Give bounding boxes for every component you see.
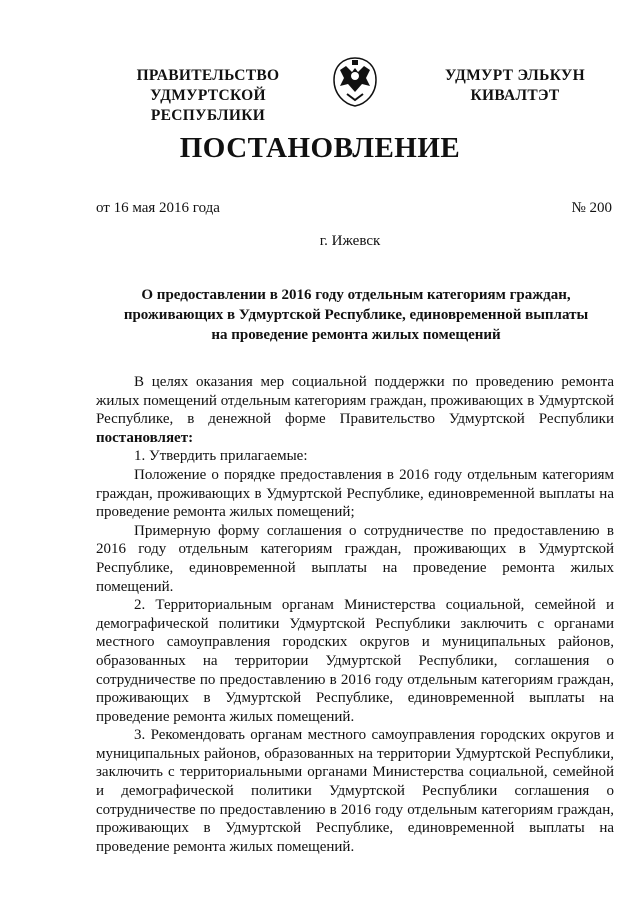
resolution-body bbox=[96, 373, 614, 856]
gov-ru-line2: УДМУРТСКОЙ РЕСПУБЛИКИ bbox=[150, 87, 266, 124]
document-city: г. Ижевск bbox=[319, 233, 381, 249]
gov-ud-line1: УДМУРТ ЭЛЬКУН bbox=[445, 67, 585, 84]
title-line: проживающих в Удмуртской Республике, единовременной выплаты bbox=[123, 307, 589, 323]
document-type-heading: ПОСТАНОВЛЕНИЕ bbox=[179, 132, 461, 164]
gov-ud-line2: КИВАЛТЭТ bbox=[470, 87, 560, 104]
government-name-russian bbox=[92, 66, 324, 126]
item-1-b: Примерную форму соглашения о сотрудничестве по предоставлению в 2016 году отдельным категориям граждан, проживающих в Удмуртской Республике, единовременной выплаты на проведение ремонта жилых помещений. bbox=[96, 522, 614, 595]
intro-text: В целях оказания мер социальной поддержки по проведению ремонта жилых помещений отдельным категориям граждан, проживающих в Удмуртской Республике, в денежной форме Правительство Удмуртской Республики bbox=[96, 374, 614, 428]
coat-of-arms-icon bbox=[330, 56, 380, 108]
gov-ru-line1: ПРАВИТЕЛЬСТВО bbox=[136, 67, 280, 84]
item-1-a: Положение о порядке предоставления в 2016 году отдельным категориям граждан, проживающих в Удмуртской Республике, единовременной выплаты на проведение ремонта жилых помещений; bbox=[96, 466, 614, 521]
resolution-title bbox=[96, 285, 616, 345]
government-name-udmurt bbox=[434, 66, 596, 106]
item-3: 3. Рекомендовать органам местного самоуправления городских округов и муниципальных районов, образованных на территории Удмуртской Республики, заключить с территориальными органами Министерства социальной, семейной и демографической политики Удмуртской Республики соглашения о сотрудничестве по предоставлению в 2016 году отдельным категориям граждан, проживающих в Удмуртской Республике, единовременной выплаты на проведение ремонта жилых помещений. bbox=[96, 727, 614, 855]
document-date: от 16 мая 2016 года bbox=[96, 200, 220, 216]
item-1: 1. Утвердить прилагаемые: bbox=[134, 448, 308, 465]
title-line: на проведение ремонта жилых помещений bbox=[211, 327, 501, 343]
title-line: О предоставлении в 2016 году отдельным категориям граждан, bbox=[141, 287, 571, 303]
intro-resolves: постановляет: bbox=[96, 429, 194, 446]
intro-paragraph bbox=[96, 373, 614, 447]
document-number: № 200 bbox=[571, 200, 612, 216]
item-2: 2. Территориальным органам Министерства социальной, семейной и демографической политики Удмуртской Республики заключить с органами местного самоуправления городских округов и муниципальных районов, образованных на территории Удмуртской Республики, соглашения о сотрудничестве по предоставлению в 2016 году отдельным категориям граждан, проживающих в Удмуртской Республике, единовременной выплаты на проведение ремонта жилых помещений. bbox=[96, 597, 614, 725]
